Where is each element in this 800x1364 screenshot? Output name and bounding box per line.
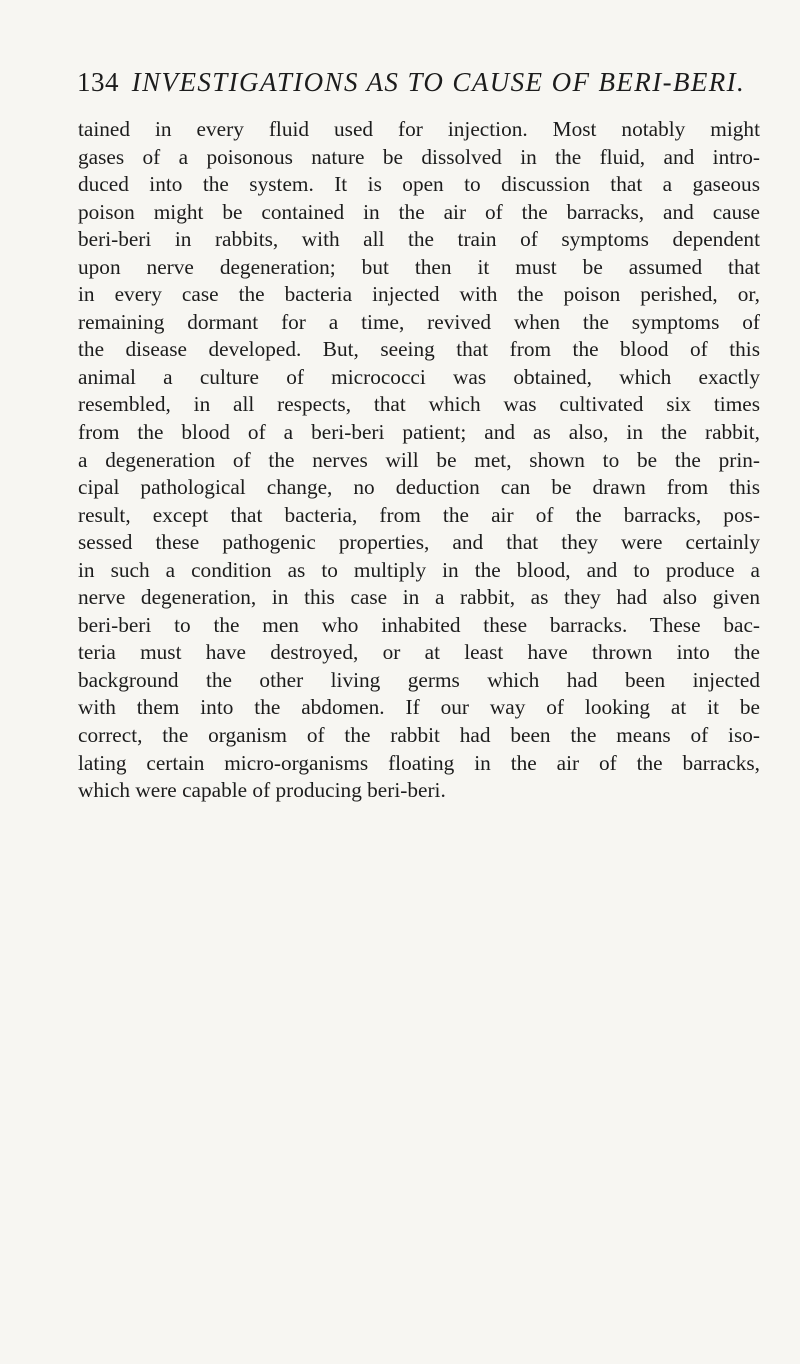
text-line: in every case the bacteria injected with the poison perished, or, <box>78 282 760 307</box>
page-number: 134 <box>77 67 119 97</box>
text-line: the disease developed. But, seeing that from the blood of this <box>78 337 760 362</box>
text-line: teria must have destroyed, or at least have thrown into the <box>78 640 760 665</box>
text-line: beri-beri in rabbits, with all the train of symptoms dependent <box>78 227 760 252</box>
text-line: result, except that bacteria, from the air of the barracks, pos- <box>78 502 760 527</box>
text-line: duced into the system. It is open to discussion that a gaseous <box>78 172 760 197</box>
text-line: animal a culture of micrococci was obtained, which exactly <box>78 364 760 389</box>
text-line: resembled, in all respects, that which was cultivated six times <box>78 392 760 417</box>
text-line: beri-beri to the men who inhabited these barracks. These bac- <box>78 612 760 637</box>
running-title: INVESTIGATIONS AS TO CAUSE OF BERI-BERI. <box>131 67 746 97</box>
text-line: cipal pathological change, no deduction can be drawn from this <box>78 475 760 500</box>
text-line: poison might be contained in the air of the barracks, and cause <box>78 199 760 224</box>
text-line: from the blood of a beri-beri patient; and as also, in the rabbit, <box>78 420 760 445</box>
text-line: remaining dormant for a time, revived when the symptoms of <box>78 309 760 334</box>
body-paragraph <box>78 116 760 805</box>
text-line: sessed these pathogenic properties, and that they were certainly <box>78 530 760 555</box>
running-head <box>77 62 757 102</box>
text-line: tained in every fluid used for injection. Most notably might <box>78 117 760 141</box>
text-line: in such a condition as to multiply in the blood, and to produce a <box>78 557 760 582</box>
text-line: lating certain micro-organisms floating in the air of the barracks, <box>78 750 760 775</box>
text-line: gases of a poisonous nature be dissolved in the fluid, and intro- <box>78 144 760 169</box>
text-line: upon nerve degeneration; but then it must be assumed that <box>78 254 760 279</box>
text-line: with them into the abdomen. If our way of looking at it be <box>78 695 760 720</box>
text-line: correct, the organism of the rabbit had been the means of iso- <box>78 723 760 748</box>
text-line: a degeneration of the nerves will be met, shown to be the prin- <box>78 447 760 472</box>
text-line: nerve degeneration, in this case in a rabbit, as they had also given <box>78 585 760 610</box>
text-line: background the other living germs which had been injected <box>78 667 760 692</box>
text-line: which were capable of producing beri-beri. <box>78 778 446 803</box>
